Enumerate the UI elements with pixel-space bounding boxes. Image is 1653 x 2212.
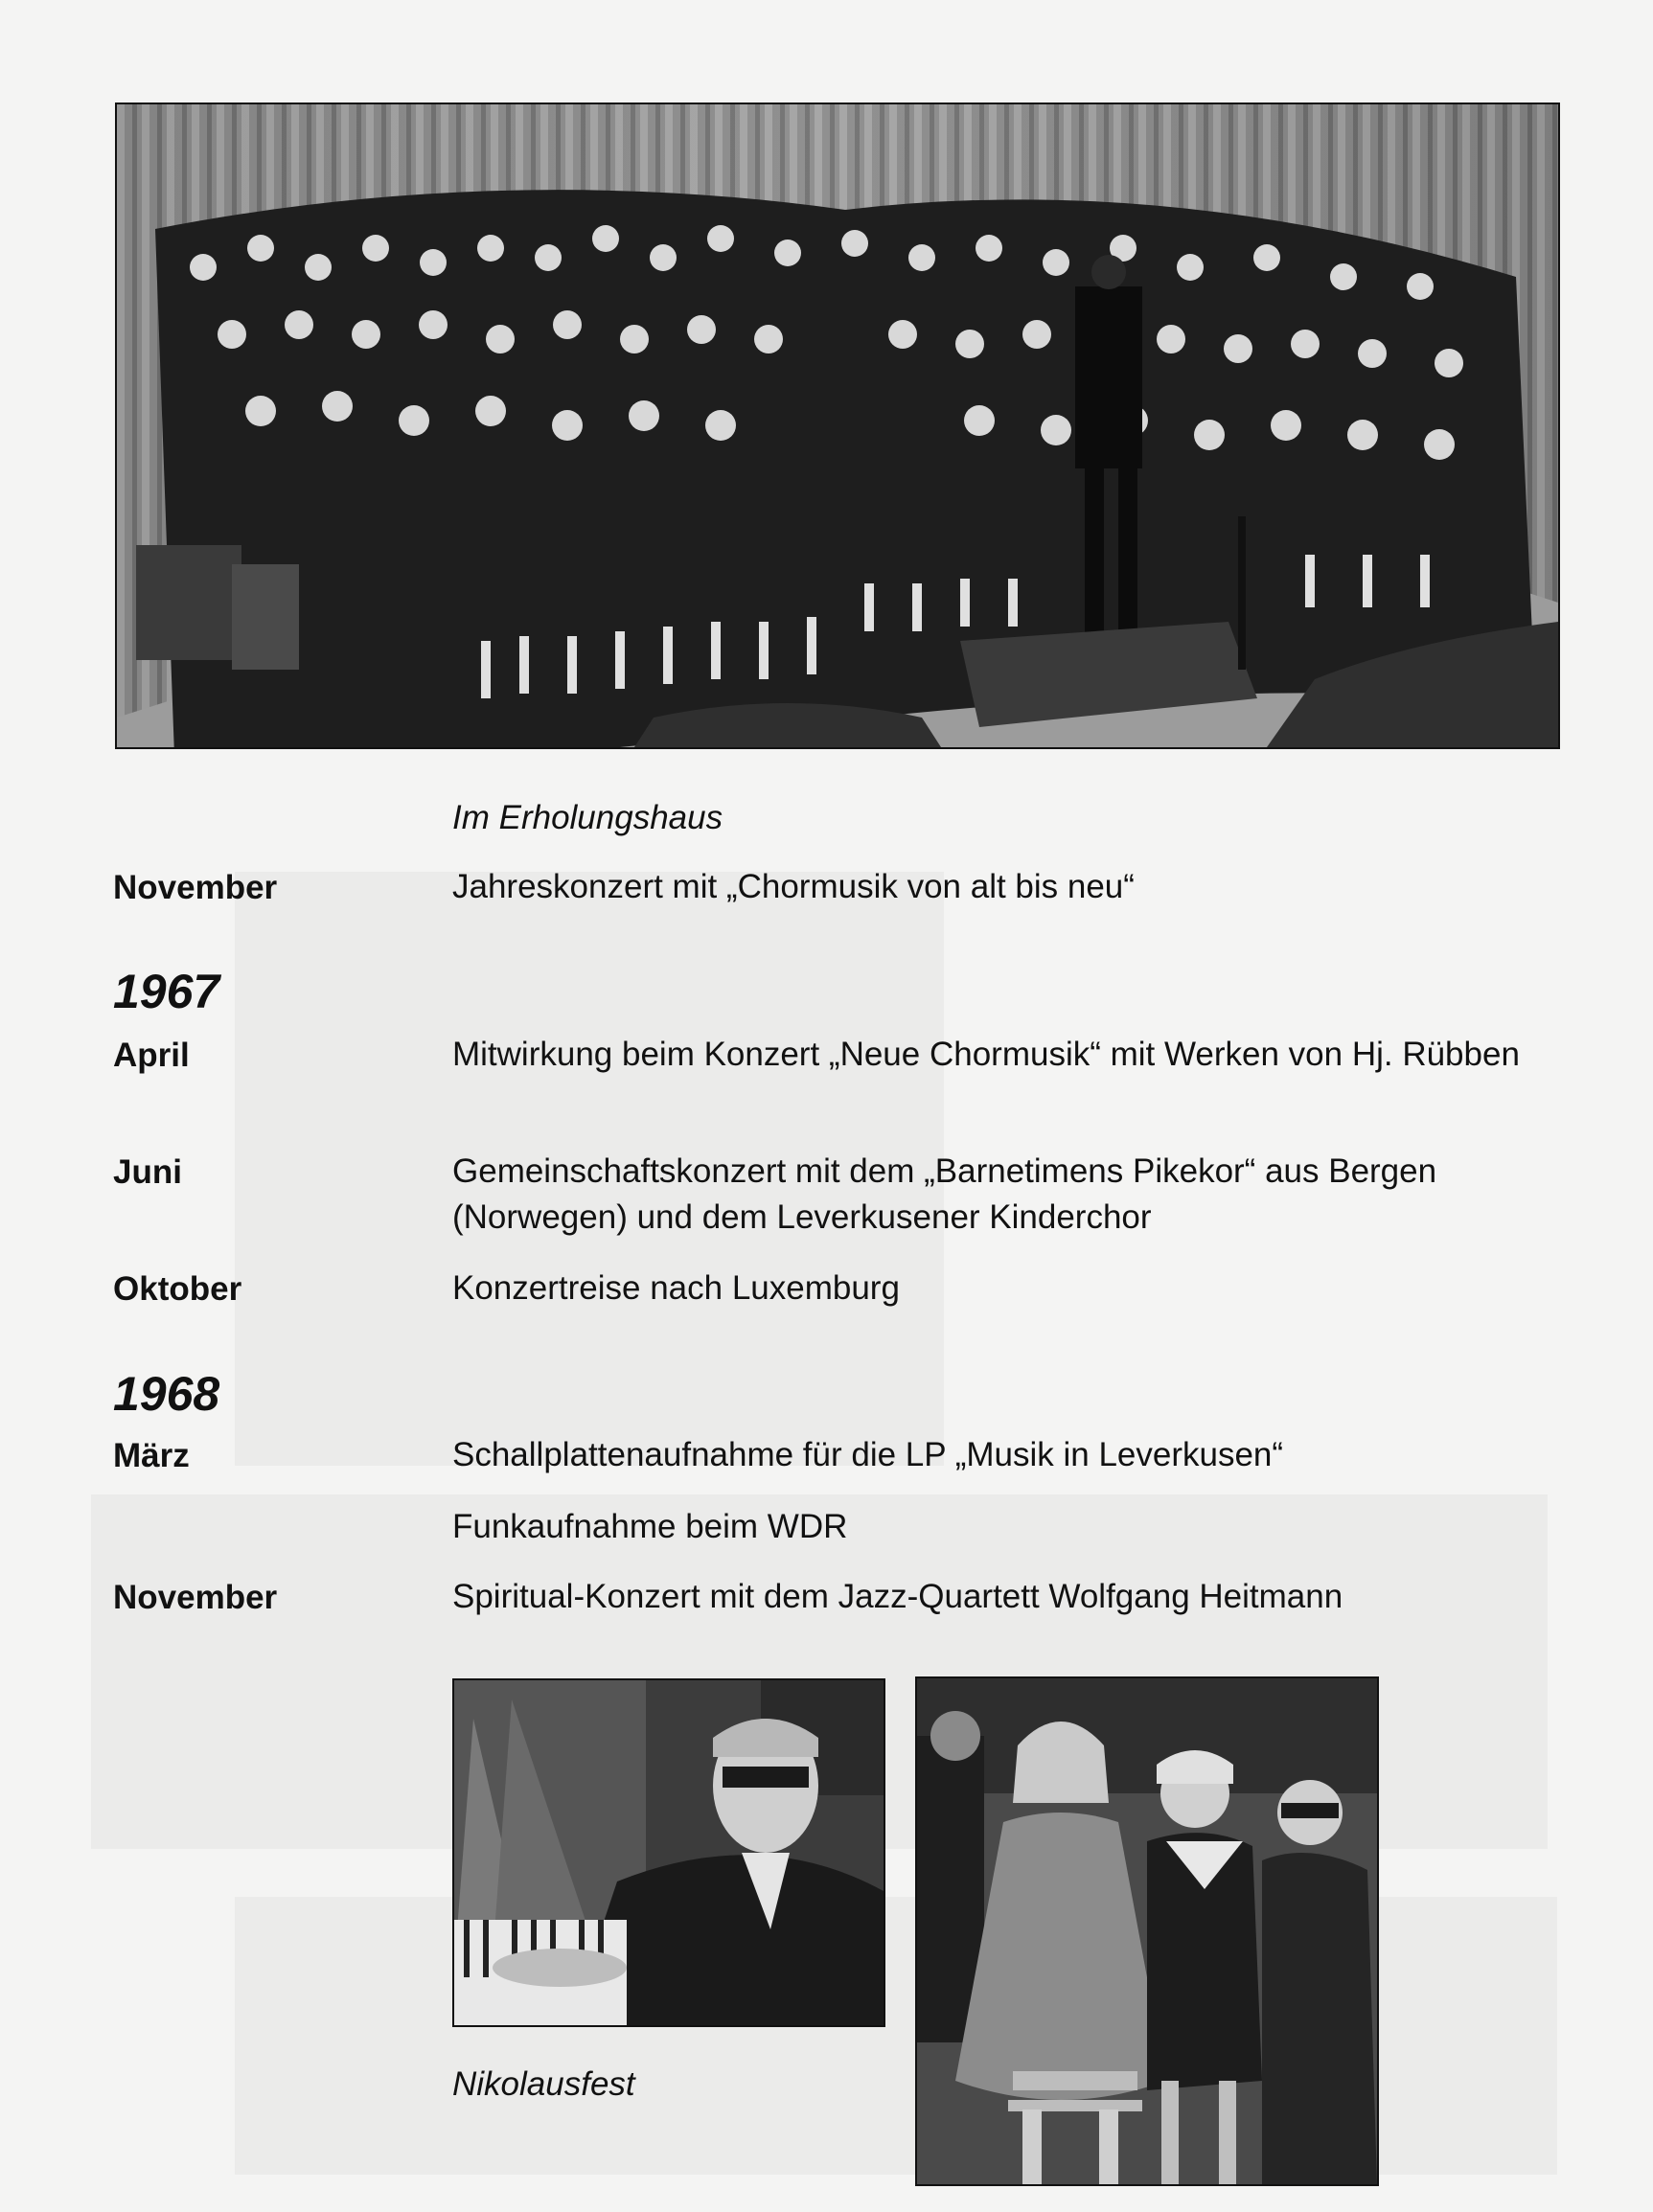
month-label-maerz-1968: März: [113, 1437, 190, 1474]
entry-november-1966: Jahreskonzert mit „Chormusik von alt bis neu“: [452, 868, 1135, 905]
entry-maerz-1968-second: Funkaufnahme beim WDR: [452, 1508, 848, 1545]
dancing-photo: [915, 1676, 1379, 2186]
entry-maerz-1968: Schallplattenaufnahme für die LP „Musik in Leverkusen“: [452, 1436, 1284, 1473]
month-label-april-1967: April: [113, 1037, 190, 1074]
year-heading-1967: 1967: [113, 965, 220, 1018]
month-label-oktober-1967: Oktober: [113, 1270, 242, 1308]
photo-caption-bottom: Nikolausfest: [452, 2065, 635, 2103]
year-heading-1968: 1968: [113, 1367, 220, 1421]
month-label-november-1968: November: [113, 1579, 278, 1616]
entry-april-1967: Mitwirkung beim Konzert „Neue Chormusik“ mit Werken von Hj. Rübben: [452, 1036, 1520, 1073]
pianist-photo: [452, 1678, 885, 2027]
month-label-juni-1967: Juni: [113, 1153, 182, 1191]
entry-oktober-1967: Konzertreise nach Luxemburg: [452, 1269, 900, 1307]
entry-november-1968: Spiritual-Konzert mit dem Jazz-Quartett Wolfgang Heitmann: [452, 1578, 1343, 1615]
month-label-november-1966: November: [113, 869, 278, 906]
entry-juni-1967: Gemeinschaftskonzert mit dem „Barnetimens Pikekor“ aus Bergen (Norwegen) und dem Leverkusener Kinderchor: [452, 1152, 1437, 1236]
choir-photo: [115, 103, 1560, 749]
photo-caption-top: Im Erholungshaus: [452, 799, 723, 836]
